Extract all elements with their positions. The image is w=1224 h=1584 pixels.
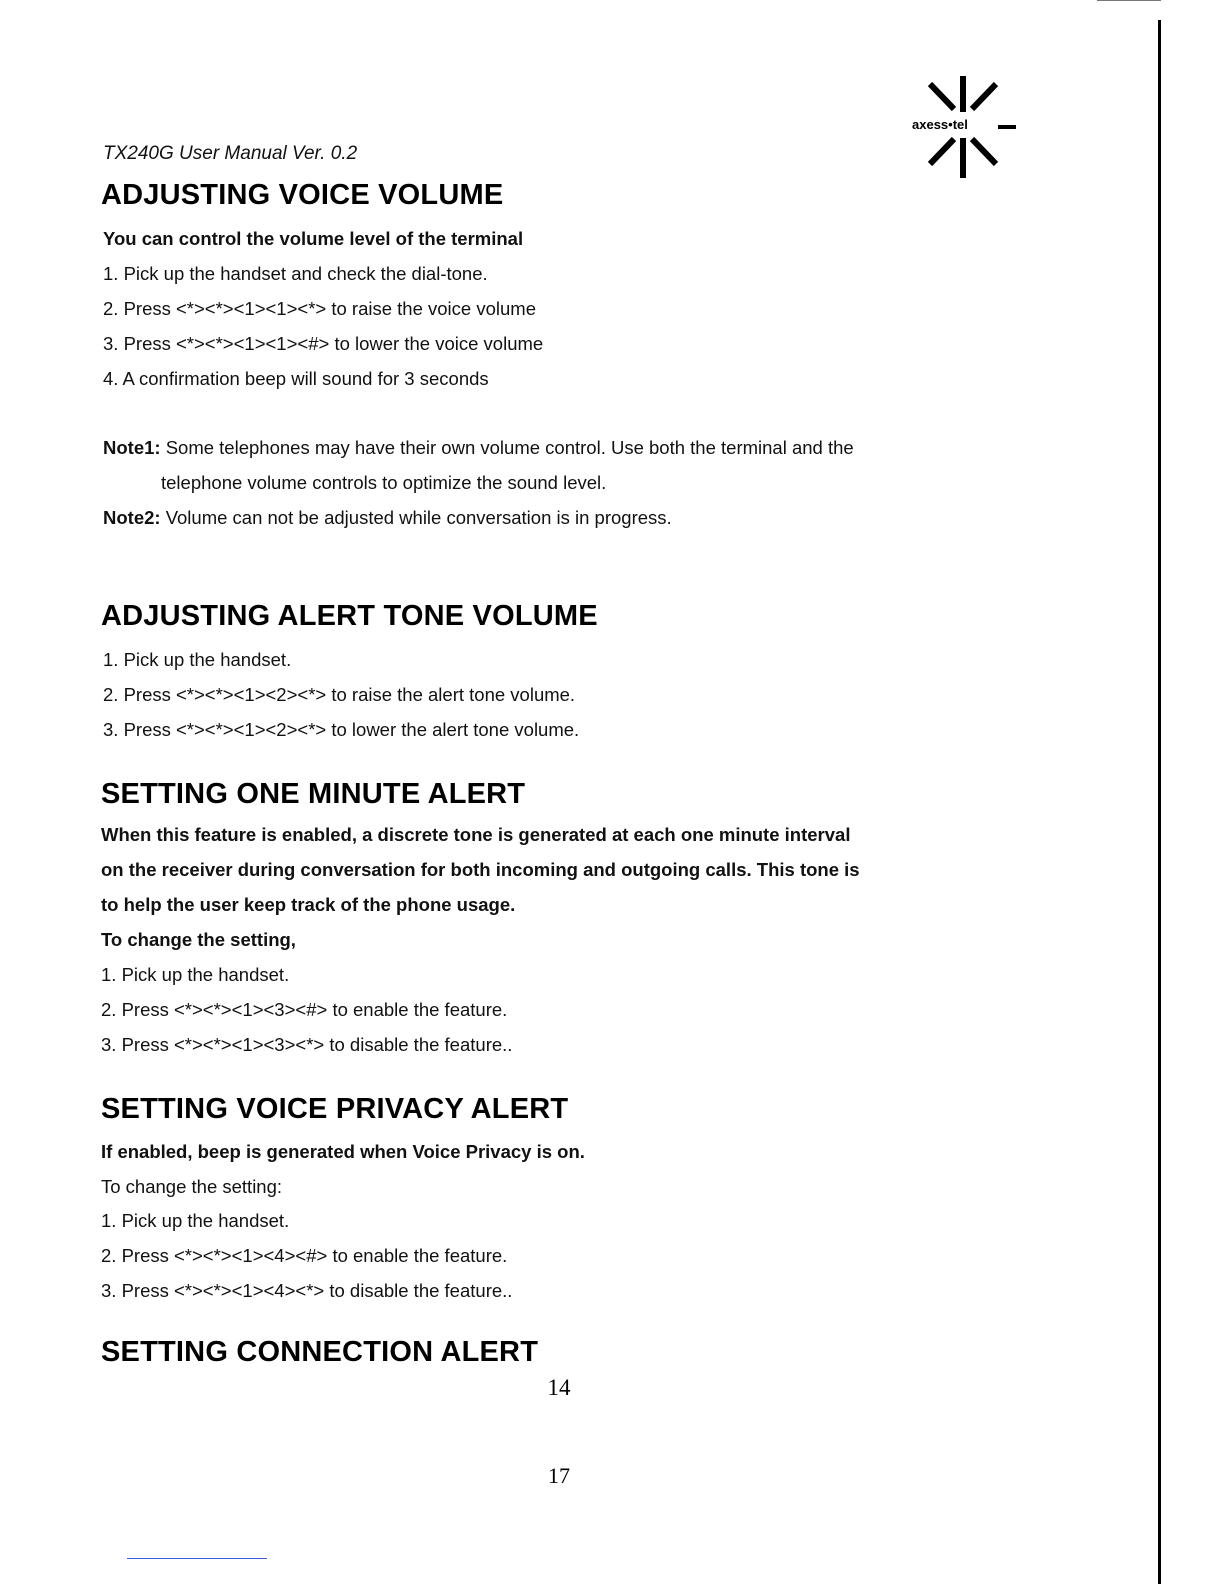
note-1 [103,437,854,459]
note-1-text: Some telephones may have their own volume control. Use both the terminal and the [165,437,854,458]
voice-privacy-step-2: 2. Press <*><*><1><4><#> to enable the feature. [101,1245,508,1266]
one-minute-step-2: 2. Press <*><*><1><3><#> to enable the feature. [101,999,508,1020]
manual-title: TX240G User Manual Ver. 0.2 [103,143,358,164]
logo-wordmark: axess•tel [912,117,968,132]
voice-privacy-step-3: 3. Press <*><*><1><4><*> to disable the feature.. [101,1280,513,1301]
alert-tone-step-1: 1. Pick up the handset. [103,649,292,670]
top-edge-rule [1097,0,1161,1]
voice-volume-step-2: 2. Press <*><*><1><1><*> to raise the voice volume [103,298,536,319]
heading-alert-tone-volume: ADJUSTING ALERT TONE VOLUME [101,600,598,632]
right-edge-rule [1158,20,1161,1584]
one-minute-intro-3: to help the user keep track of the phone usage. [101,894,516,915]
alert-tone-step-2: 2. Press <*><*><1><2><*> to raise the alert tone volume. [103,684,576,705]
heading-one-minute-alert: SETTING ONE MINUTE ALERT [101,778,526,810]
axesstel-logo [908,72,1018,184]
heading-connection-alert: SETTING CONNECTION ALERT [101,1336,539,1368]
one-minute-intro-2: on the receiver during conversation for both incoming and outgoing calls. This tone is [101,859,860,880]
voice-volume-step-3: 3. Press <*><*><1><1><#> to lower the voice volume [103,333,544,354]
page-number-inner: 14 [547,1375,571,1400]
note-2 [103,507,672,529]
voice-volume-step-4: 4. A confirmation beep will sound for 3 seconds [103,368,489,389]
voice-privacy-step-1: 1. Pick up the handset. [101,1210,290,1231]
page-number-outer: 17 [548,1463,570,1488]
note-1-label: Note1: [103,437,161,458]
note-2-label: Note2: [103,507,161,528]
bottom-edge-rule [127,1558,267,1559]
voice-privacy-intro: If enabled, beep is generated when Voice Privacy is on. [101,1141,585,1162]
alert-tone-step-3: 3. Press <*><*><1><2><*> to lower the alert tone volume. [103,719,580,740]
one-minute-intro-4: To change the setting, [101,929,296,950]
note-1-continuation: telephone volume controls to optimize the sound level. [161,472,607,493]
note-2-text: Volume can not be adjusted while conversation is in progress. [165,507,672,528]
heading-voice-volume: ADJUSTING VOICE VOLUME [101,179,504,211]
one-minute-step-1: 1. Pick up the handset. [101,964,290,985]
voice-volume-step-1: 1. Pick up the handset and check the dial-tone. [103,263,488,284]
heading-voice-privacy-alert: SETTING VOICE PRIVACY ALERT [101,1093,569,1125]
one-minute-intro-1: When this feature is enabled, a discrete tone is generated at each one minute interval [101,824,851,845]
voice-volume-intro: You can control the volume level of the terminal [103,228,524,249]
voice-privacy-subintro: To change the setting: [101,1176,283,1197]
one-minute-step-3: 3. Press <*><*><1><3><*> to disable the feature.. [101,1034,513,1055]
